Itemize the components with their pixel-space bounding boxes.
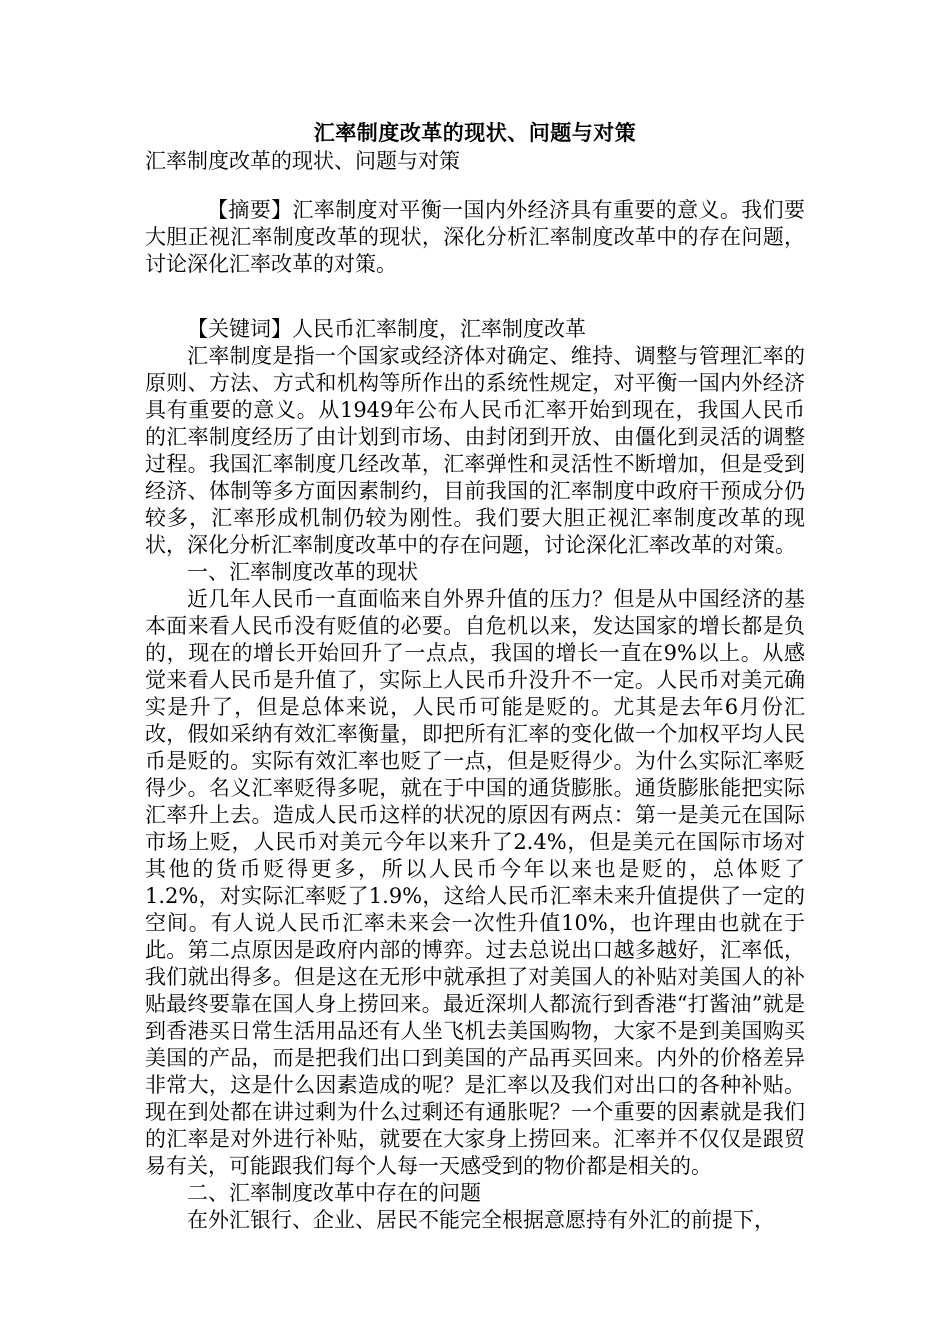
section-1-paragraph: 近几年人民币一直面临来自外界升值的压力？但是从中国经济的基本面来看人民币没有贬值的必要。自危机以来，发达国家的增长都是负的，现在的增长开始回升了一点点，我国的增长一直在9%以上。从感觉来看人民币是升值了，实际上人民币升没升不一定。人民币对美元确实是升了，但是总体来说，人民币可能是贬的。尤其是去年6月份汇改，假如采纳有效汇率衡量，即把所有汇率的变化做一个加权平均人民币是贬的。实际有效汇率也贬了一点，但是贬得少。为什么实际汇率贬得少。名义汇率贬得多呢，就在于中国的通货膨胀。通货膨胀能把实际汇率升上去。造成人民币这样的状况的原因有两点：第一是美元在国际市场上贬，人民币对美元今年以来升了2.4%，但是美元在国际市场对其他的货币贬得更多，所以人民币今年以来也是贬的，总体贬了1.2%，对实际汇率贬了1.9%，这给人民币汇率未来升值提供了一定的空间。有人说人民币汇率未来会一次性升值10%，也许理由也就在于此。第二点原因是政府内部的博弈。过去总说出口越多越好，汇率低，我们就出得多。但是这在无形中就承担了对美国人的补贴对美国人的补贴最终要靠在国人身上捞回来。最近深圳人都流行到香港“打酱油”就是到香港买日常生活用品还有人坐飞机去美国购物，大家不是到美国购买美国的产品，而是把我们出口到美国的产品再买回来。内外的价格差异非常大，这是什么因素造成的呢？是汇率以及我们对出口的各种补贴。现在到处都在讲过剩为什么过剩还有通胀呢？一个重要的因素就是我们的汇率是对外进行补贴，就要在大家身上捞回来。汇率并不仅仅是跟贸易有关，可能跟我们每个人每一天感受到的物价都是相关的。 <box>145 587 805 1178</box>
document-body <box>145 118 805 1234</box>
abstract-paragraph: 【摘要】汇率制度对平衡一国内外经济具有重要的意义。我们要大胆正视汇率制度改革的现状，深化分析汇率制度改革中的存在问题，讨论深化汇率改革的对策。 <box>145 198 805 276</box>
section-heading-1: 一、汇率制度改革的现状 <box>187 560 418 584</box>
document-title: 汇率制度改革的现状、问题与对策 <box>313 120 637 145</box>
keywords-line: 【关键词】人民币汇率制度，汇率制度改革 <box>187 317 586 341</box>
section-2-paragraph: 在外汇银行、企业、居民不能完全根据意愿持有外汇的前提下， <box>187 1208 775 1232</box>
section-heading-2: 二、汇率制度改革中存在的问题 <box>187 1181 481 1205</box>
intro-paragraph: 汇率制度是指一个国家或经济体对确定、维持、调整与管理汇率的原则、方法、方式和机构等所作出的系统性规定，对平衡一国内外经济具有重要的意义。从1949年公布人民币汇率开始到现在，我国人民币的汇率制度经历了由计划到市场、由封闭到开放、由僵化到灵活的调整过程。我国汇率制度几经改革，汇率弹性和灵活性不断增加，但是受到经济、体制等多方面因素制约，目前我国的汇率制度中政府干预成分仍较多，汇率形成机制仍较为刚性。我们要大胆正视汇率制度改革的现状，深化分析汇率制度改革中的存在问题，讨论深化汇率改革的对策。 <box>145 344 805 557</box>
document-subtitle: 汇率制度改革的现状、问题与对策 <box>145 149 460 173</box>
